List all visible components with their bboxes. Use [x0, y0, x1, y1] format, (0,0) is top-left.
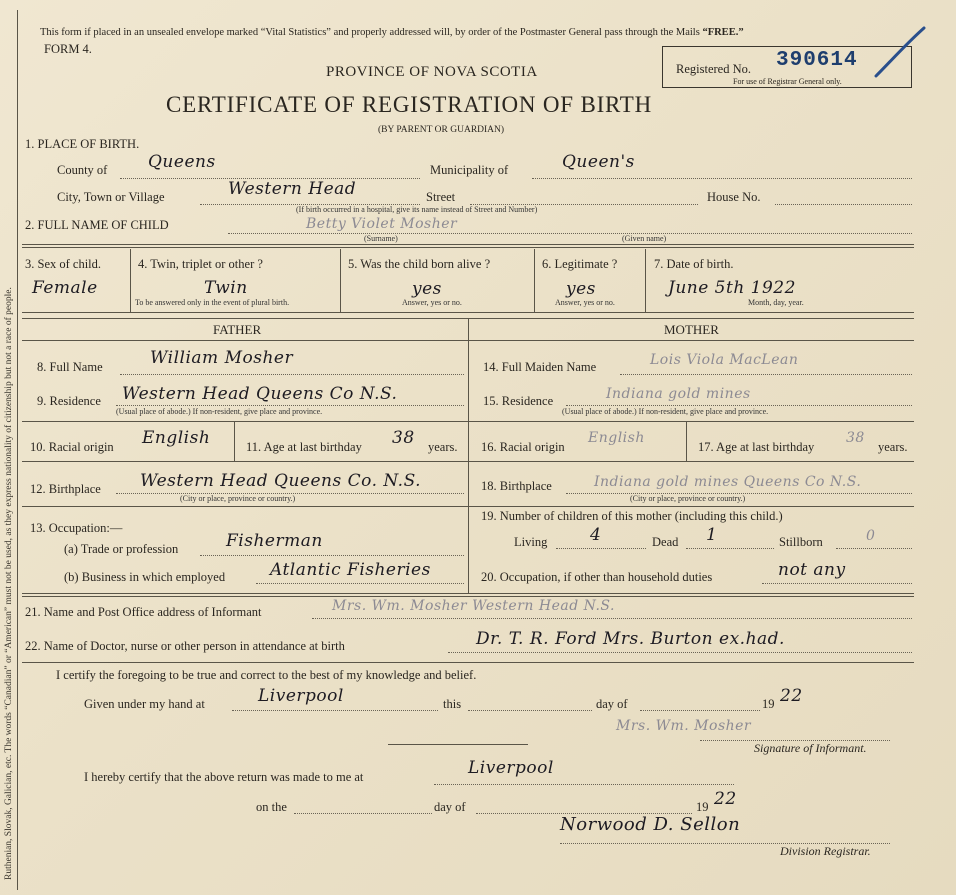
rule-parents-bottom	[22, 593, 914, 597]
registrar-place-value: Liverpool	[468, 758, 554, 778]
informant-signature: Mrs. Wm. Mosher	[616, 718, 752, 734]
stillborn-label: Stillborn	[779, 535, 823, 549]
city-value: Western Head	[228, 179, 357, 199]
father-birthplace-label: 12. Birthplace	[30, 482, 101, 496]
registrar-signature-label: Division Registrar.	[780, 844, 871, 858]
father-name-label: 8. Full Name	[37, 360, 103, 374]
municipality-value: Queen's	[562, 152, 635, 172]
registrar-signature: Norwood D. Sellon	[560, 814, 741, 835]
father-trade-value: Fisherman	[226, 531, 323, 551]
mother-age-label: 17. Age at last birthday	[698, 440, 815, 454]
city-label: City, Town or Village	[57, 190, 165, 204]
surname-note: (Surname)	[364, 234, 398, 243]
rule-mother-race-bottom	[468, 461, 914, 462]
short-rule	[388, 744, 528, 745]
father-age-value: 38	[392, 428, 415, 448]
father-age-label: 11. Age at last birthday	[246, 440, 362, 454]
legitimate-value: yes	[566, 279, 596, 299]
rule-certify-top	[22, 662, 914, 663]
mother-name-line	[620, 374, 912, 375]
father-birthplace-value: Western Head Queens Co. N.S.	[140, 471, 422, 491]
alive-note: Answer, yes or no.	[402, 298, 462, 307]
father-heading: FATHER	[213, 322, 262, 337]
mother-occupation-line	[762, 583, 912, 584]
rule-parents-head	[22, 340, 914, 341]
rule-mother-children	[468, 506, 914, 507]
mother-birthplace-note: (City or place, province or country.)	[630, 494, 746, 503]
registrar-place-line	[434, 784, 734, 785]
informant-label: 21. Name and Post Office address of Informant	[25, 605, 262, 619]
divider-sex	[130, 249, 131, 312]
mother-race-label: 16. Racial origin	[481, 440, 565, 454]
dead-value: 1	[706, 525, 718, 545]
mail-notice-text: This form if placed in an unsealed envelope marked “Vital Statistics” and properly addressed will, by order of the Postmaster General pass through the Mails	[40, 27, 700, 38]
mother-residence-label: 15. Residence	[483, 394, 554, 408]
stillborn-value: 0	[866, 528, 876, 544]
registrar-year-prefix: 19	[696, 800, 709, 814]
mother-birthplace-value: Indiana gold mines Queens Co N.S.	[594, 474, 862, 490]
mother-name-label: 14. Full Maiden Name	[483, 360, 597, 374]
street-note: (If birth occurred in a hospital, give its name instead of Street and Number)	[296, 205, 538, 214]
informant-signature-label: Signature of Informant.	[754, 741, 867, 755]
father-birthplace-note: (City or place, province or country.)	[180, 494, 296, 503]
living-line	[556, 548, 646, 549]
child-name-value: Betty Violet Mosher	[306, 216, 458, 232]
father-business-line	[256, 583, 464, 584]
street-label: Street	[426, 190, 456, 204]
mother-residence-value: Indiana gold mines	[606, 386, 751, 402]
twin-note: To be answered only in the event of plural birth.	[135, 298, 290, 307]
house-label: House No.	[707, 190, 761, 204]
free-label: “FREE.”	[702, 27, 744, 38]
left-border	[17, 10, 18, 890]
father-residence-label: 9. Residence	[37, 394, 101, 408]
date-of-birth-label: 7. Date of birth.	[654, 257, 734, 271]
certify-text: I certify the foregoing to be true and correct to the best of my knowledge and belief.	[56, 668, 477, 682]
stillborn-line	[836, 548, 912, 549]
given-place-value: Liverpool	[258, 686, 344, 706]
mother-heading: MOTHER	[664, 322, 719, 337]
rule-father-race-bottom	[22, 461, 468, 462]
municipality-line	[532, 178, 912, 179]
dead-label: Dead	[652, 535, 679, 549]
mother-children-label: 19. Number of children of this mother (including this child.)	[481, 509, 783, 523]
father-race-label: 10. Racial origin	[30, 440, 114, 454]
father-trade-label: (a) Trade or profession	[64, 542, 179, 556]
dead-line	[686, 548, 774, 549]
form-number: FORM 4.	[44, 42, 92, 56]
divider-alive	[534, 249, 535, 312]
twin-value: Twin	[204, 278, 248, 298]
mother-age-value: 38	[846, 430, 865, 446]
sex-value: Female	[32, 278, 98, 298]
page-title: CERTIFICATE OF REGISTRATION OF BIRTH	[166, 92, 653, 117]
doctor-line	[448, 652, 912, 653]
doctor-value: Dr. T. R. Ford Mrs. Burton ex.had.	[476, 629, 785, 649]
province-heading: PROVINCE OF NOVA SCOTIA	[326, 64, 538, 80]
father-race-value: English	[142, 428, 211, 448]
day-of-line	[640, 710, 760, 711]
rule-row3-bottom	[22, 312, 914, 313]
mother-years-label: years.	[878, 440, 908, 454]
rule-father-occupation	[22, 506, 468, 507]
sex-label: 3. Sex of child.	[25, 257, 102, 271]
day-of-label: day of	[596, 697, 628, 711]
this-line	[468, 710, 592, 711]
registrar-day-of-label: day of	[434, 800, 466, 814]
county-value: Queens	[148, 152, 216, 172]
legitimate-label: 6. Legitimate ?	[542, 257, 618, 271]
legitimate-note: Answer, yes or no.	[555, 298, 615, 307]
on-the-line	[294, 813, 432, 814]
father-business-label: (b) Business in which employed	[64, 570, 226, 584]
year-prefix: 19	[762, 697, 775, 711]
mother-birthplace-label: 18. Birthplace	[481, 479, 552, 493]
father-years-label: years.	[428, 440, 458, 454]
child-name-line	[228, 233, 912, 234]
divider-parents	[468, 318, 469, 593]
rule-row3-top	[22, 244, 914, 248]
given-place-line	[232, 710, 438, 711]
given-label: Given under my hand at	[84, 697, 205, 711]
living-label: Living	[514, 535, 548, 549]
registrar-note: For use of Registrar General only.	[733, 77, 842, 86]
alive-label: 5. Was the child born alive ?	[348, 257, 491, 271]
check-mark-icon	[872, 24, 928, 82]
father-residence-value: Western Head Queens Co N.S.	[122, 384, 398, 404]
date-note: Month, day, year.	[748, 298, 804, 307]
divider-legit	[645, 249, 646, 312]
registered-number: 390614	[776, 49, 858, 72]
registered-label: Registered No.	[676, 62, 751, 76]
side-notice: Ruthenian, Slovak, Galician, etc. The words “Canadian” or “American” must not be used, as they express nationality of citizenship but not a race of people.	[4, 287, 14, 880]
registrar-text: I hereby certify that the above return was made to me at	[84, 770, 364, 784]
divider-mother-age	[686, 421, 687, 461]
given-name-note: (Given name)	[622, 234, 667, 243]
house-line	[775, 204, 912, 205]
mother-residence-note: (Usual place of abode.) If non-resident, give place and province.	[562, 407, 769, 416]
county-label: County of	[57, 163, 108, 177]
year-value: 22	[780, 686, 803, 706]
alive-value: yes	[412, 279, 442, 299]
rule-mother-race-top	[468, 421, 914, 422]
registrar-year-value: 22	[714, 789, 737, 809]
page-subtitle: (BY PARENT OR GUARDIAN)	[378, 125, 505, 135]
mother-occupation-value: not any	[778, 560, 846, 580]
mail-notice	[40, 27, 744, 38]
mother-occupation-label: 20. Occupation, if other than household duties	[481, 570, 713, 584]
father-residence-note: (Usual place of abode.) If non-resident, give place and province.	[116, 407, 323, 416]
father-trade-line	[200, 555, 464, 556]
rule-father-race-top	[22, 421, 468, 422]
divider-twin	[340, 249, 341, 312]
father-name-value: William Mosher	[150, 348, 294, 368]
informant-value: Mrs. Wm. Mosher Western Head N.S.	[332, 598, 615, 614]
mother-residence-line	[566, 405, 912, 406]
place-of-birth-label: 1. PLACE OF BIRTH.	[25, 137, 140, 151]
date-of-birth-value: June 5th 1922	[668, 278, 796, 298]
father-residence-line	[116, 405, 464, 406]
doctor-label: 22. Name of Doctor, nurse or other person in attendance at birth	[25, 639, 345, 653]
living-value: 4	[590, 525, 602, 545]
father-occupation-label: 13. Occupation:—	[30, 521, 123, 535]
mother-race-value: English	[588, 430, 645, 446]
father-name-line	[120, 374, 464, 375]
on-the-label: on the	[256, 800, 287, 814]
twin-label: 4. Twin, triplet or other ?	[138, 257, 263, 271]
mother-name-value: Lois Viola MacLean	[650, 352, 799, 368]
municipality-label: Municipality of	[430, 163, 509, 177]
father-business-value: Atlantic Fisheries	[270, 560, 431, 580]
informant-line	[312, 618, 912, 619]
divider-father-age	[234, 421, 235, 461]
child-name-label: 2. FULL NAME OF CHILD	[25, 218, 169, 232]
this-label: this	[443, 697, 462, 711]
